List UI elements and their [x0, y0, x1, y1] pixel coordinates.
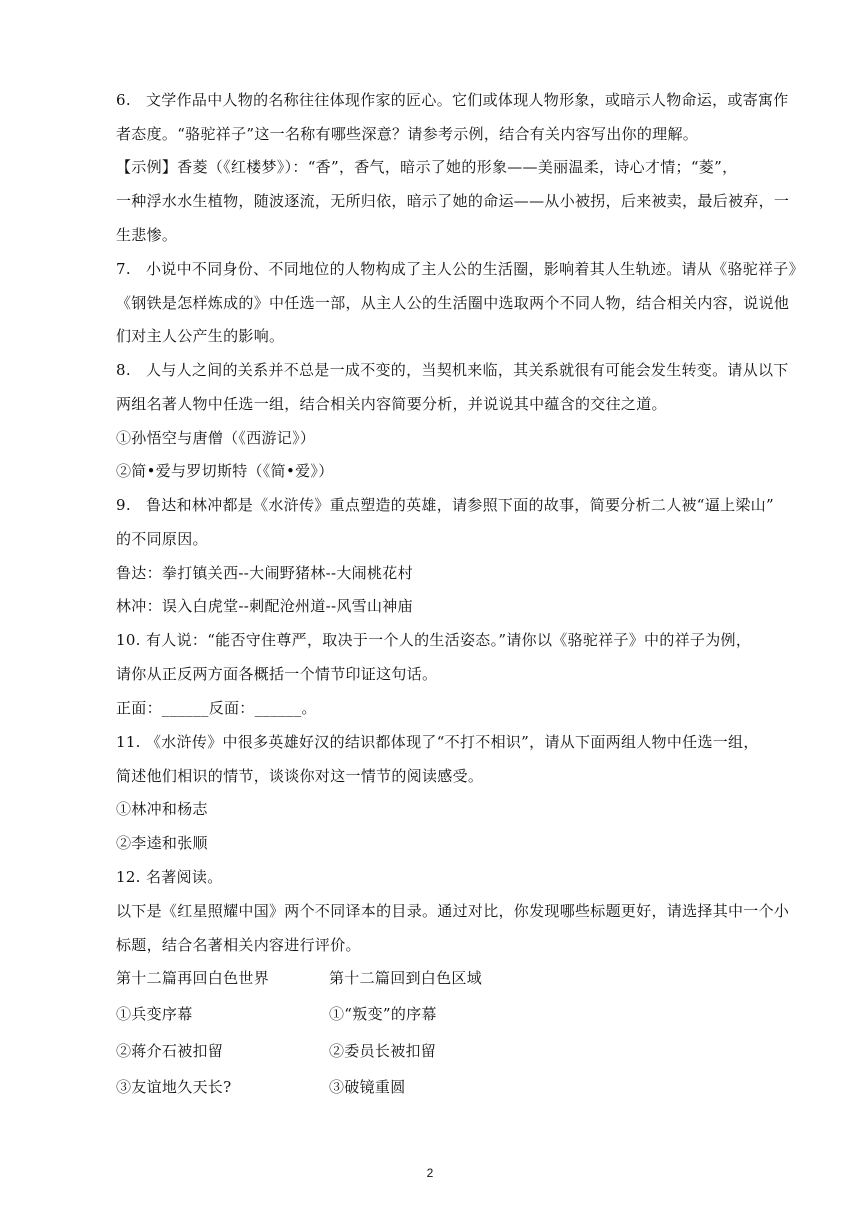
toc-right-item-1: ①“叛变”的序幕 — [329, 1005, 437, 1023]
q12-line-2: 标题，结合名著相关内容进行评价。 — [116, 936, 361, 954]
q9-line-1 — [116, 495, 774, 515]
q10-number: 10. — [116, 631, 141, 649]
toc-left-item-1: ①兵变序幕 — [116, 1005, 193, 1023]
q6-example-1: 【示例】香菱（《红楼梦》）：“香”，香气，暗示了她的形象——美丽温柔，诗心才情；“菱”， — [116, 158, 738, 176]
q6-example-3: 生悲惨。 — [116, 226, 178, 244]
q7-line-3: 们对主人公产生的影响。 — [116, 327, 285, 345]
q7-line-2: 《钢铁是怎样炼成的》中任选一部，从主人公的生活圈中选取两个不同人物，结合相关内容，说说他 — [116, 294, 790, 312]
q7-text-1: 小说中不同身份、不同地位的人物构成了主人公的生活圈，影响着其人生轨迹。请从《骆驼祥子》 — [146, 260, 804, 278]
q11-line-2: 简述他们相识的情节，谈谈你对这一情节的阅读感受。 — [116, 767, 484, 785]
q8-line-2: 两组名著人物中任选一组，结合相关内容简要分析，并说说其中蕴含的交往之道。 — [116, 395, 667, 413]
q6-example-2: 一种浮水水生植物，随波逐流，无所归依，暗示了她的命运——从小被拐，后来被卖，最后被弃，一 — [116, 192, 790, 210]
q10-text-1: 有人说：“能否守住尊严，取决于一个人的生活姿态。”请你以《骆驼祥子》中的祥子为例， — [146, 631, 752, 649]
toc-right-item-2: ②委员长被扣留 — [329, 1042, 437, 1060]
q10-line-1 — [116, 630, 751, 650]
q9-line-2: 的不同原因。 — [116, 530, 208, 548]
q12-title: 名著阅读。 — [146, 868, 223, 886]
q6-number: 6. — [116, 91, 131, 109]
q11-number: 11. — [116, 733, 141, 751]
toc-left-heading: 第十二篇再回白色世界 — [116, 969, 270, 987]
q7-line-1 — [116, 259, 804, 279]
toc-left-item-2: ②蒋介石被扣留 — [116, 1042, 224, 1060]
q6-text-1: 文学作品中人物的名称往往体现作家的匠心。它们或体现人物形象，或暗示人物命运，或寄寓作 — [146, 91, 789, 109]
q6-line-2: 者态度。“骆驼祥子”这一名称有哪些深意？请参考示例，结合有关内容写出你的理解。 — [116, 125, 699, 143]
q8-line-1 — [116, 360, 789, 380]
q7-number: 7. — [116, 260, 131, 278]
toc-right-item-3: ③破镜重圆 — [329, 1078, 406, 1096]
q8-number: 8. — [116, 361, 131, 379]
q8-text-1: 人与人之间的关系并不总是一成不变的，当契机来临，其关系就很有可能会发生转变。请从以下 — [146, 361, 789, 379]
q11-line-1 — [116, 732, 759, 752]
q12-line-1: 以下是《红星照耀中国》两个不同译本的目录。通过对比，你发现哪些标题更好，请选择其中一个小 — [116, 902, 790, 920]
q6-line-1 — [116, 90, 789, 110]
q8-option-1: ①孙悟空与唐僧（《西游记》） — [116, 429, 316, 447]
q11-text-1: 《水浒传》中很多英雄好汉的结识都体现了“不打不相识”，请从下面两组人物中任选一组， — [146, 733, 759, 751]
q10-line-2: 请你从正反两方面各概括一个情节印证这句话。 — [116, 665, 438, 683]
q9-number: 9. — [116, 496, 131, 514]
q8-option-2: ②简•爱与罗切斯特（《简•爱》） — [116, 462, 334, 480]
q9-text-1: 鲁达和林冲都是《水浒传》重点塑造的英雄，请参照下面的故事，简要分析二人被“逼上梁山” — [146, 496, 774, 514]
page-number: 2 — [426, 1166, 434, 1180]
q10-answer-blanks: 正面：______反面：______。 — [116, 699, 317, 717]
q12-number: 12. — [116, 868, 141, 886]
q11-option-2: ②李逵和张顺 — [116, 834, 208, 852]
toc-left-item-3: ③友谊地久天长? — [116, 1078, 232, 1096]
q9-luda-story: 鲁达：拳打镇关西--大闹野猪林--大闹桃花村 — [116, 564, 413, 582]
toc-right-heading: 第十二篇回到白色区域 — [329, 969, 483, 987]
q9-linchong-story: 林冲：误入白虎堂--刺配沧州道--风雪山神庙 — [116, 597, 413, 615]
q11-option-1: ①林冲和杨志 — [116, 800, 208, 818]
q12-title-line — [116, 867, 223, 887]
